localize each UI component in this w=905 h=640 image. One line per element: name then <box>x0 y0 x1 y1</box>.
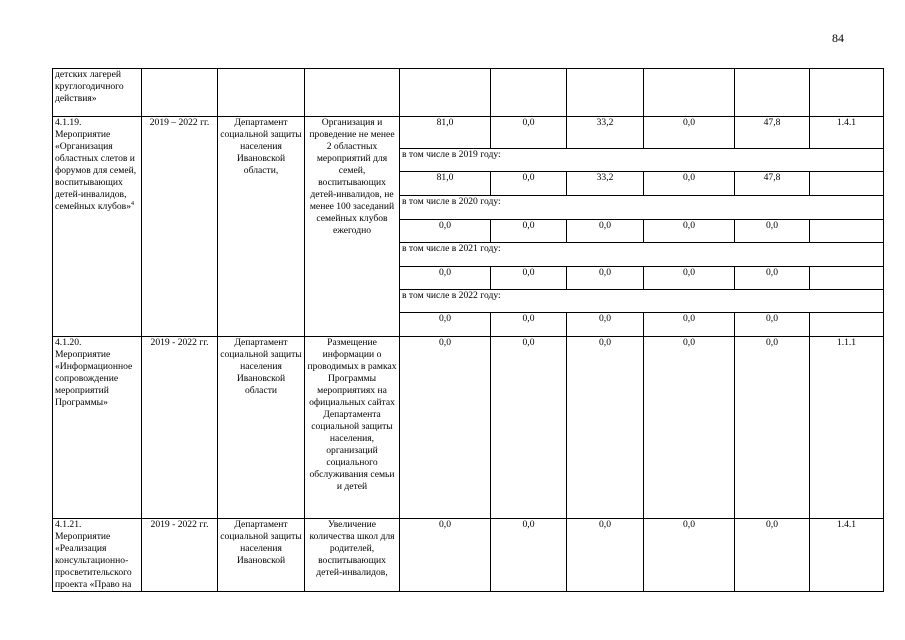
empty-cell <box>491 69 567 117</box>
value-cell: 0,0 <box>735 313 810 337</box>
value-cell: 0,0 <box>567 313 644 337</box>
executor-cell: Департамент социальной защиты населения Ивановской области, <box>218 117 305 337</box>
activity-cell <box>53 117 142 337</box>
value-cell: 0,0 <box>491 172 567 196</box>
table-row <box>53 69 884 117</box>
value-cell: 0,0 <box>491 337 567 519</box>
value-cell: 47,8 <box>735 172 810 196</box>
result-cell: Размещение информации о проводимых в рамках Программы мероприятиях на официальных сайтах Департамента социальной защиты населения, организаций социального обслуживания семьи и детей <box>305 337 400 519</box>
empty-cell <box>810 172 884 196</box>
empty-cell <box>567 69 644 117</box>
value-cell: 0,0 <box>644 313 735 337</box>
indicator-cell: 1.1.1 <box>810 337 884 519</box>
value-cell: 0,0 <box>400 220 491 243</box>
value-cell: 0,0 <box>567 267 644 290</box>
empty-cell <box>810 267 884 290</box>
empty-cell <box>142 69 218 117</box>
value-cell: 0,0 <box>735 220 810 243</box>
period-cell: 2019 – 2022 гг. <box>142 117 218 337</box>
activity-cell: 4.1.21. Мероприятие «Реализация консультационно-просветительского проекта «Право на <box>53 519 142 592</box>
indicator-cell: 1.4.1 <box>810 117 884 149</box>
activity-cell: 4.1.20. Мероприятие «Информационное сопровождение мероприятий Программы» <box>53 337 142 519</box>
value-cell: 0,0 <box>644 117 735 149</box>
empty-cell <box>810 69 884 117</box>
value-cell: 0,0 <box>491 519 567 592</box>
value-cell: 0,0 <box>567 220 644 243</box>
year-subheader: в том числе в 2020 году: <box>400 196 884 220</box>
executor-cell: Департамент социальной защиты населения Ивановской <box>218 519 305 592</box>
value-cell: 0,0 <box>644 337 735 519</box>
program-activities-table <box>52 68 884 592</box>
value-cell: 0,0 <box>735 519 810 592</box>
value-cell: 0,0 <box>567 337 644 519</box>
value-cell: 81,0 <box>400 117 491 149</box>
year-subheader: в том числе в 2022 году: <box>400 290 884 313</box>
empty-cell <box>400 69 491 117</box>
table-row <box>53 337 884 519</box>
value-cell: 81,0 <box>400 172 491 196</box>
value-cell: 47,8 <box>735 117 810 149</box>
executor-cell: Департамент социальной защиты населения Ивановской области <box>218 337 305 519</box>
value-cell: 0,0 <box>644 172 735 196</box>
indicator-cell: 1.4.1 <box>810 519 884 592</box>
table-row <box>53 117 884 149</box>
result-cell: Увеличение количества школ для родителей, воспитывающих детей-инвалидов, <box>305 519 400 592</box>
value-cell: 0,0 <box>644 220 735 243</box>
value-cell: 0,0 <box>644 519 735 592</box>
value-cell: 0,0 <box>400 313 491 337</box>
activity-cell: детских лагерей круглогодичного действия» <box>53 69 142 117</box>
empty-cell <box>810 313 884 337</box>
value-cell: 0,0 <box>491 267 567 290</box>
activity-text: 4.1.19. Мероприятие «Организация областных слетов и форумов для семей, воспитывающих детей-инвалидов, семейных клубов» <box>55 117 137 212</box>
result-cell: Организация и проведение не менее 2 областных мероприятий для семей, воспитывающих детей-инвалидов, не менее 100 заседаний семейных клубов ежегодно <box>305 117 400 337</box>
empty-cell <box>305 69 400 117</box>
value-cell: 33,2 <box>567 117 644 149</box>
value-cell: 0,0 <box>400 337 491 519</box>
empty-cell <box>218 69 305 117</box>
empty-cell <box>735 69 810 117</box>
year-subheader: в том числе в 2021 году: <box>400 243 884 267</box>
value-cell: 0,0 <box>491 313 567 337</box>
value-cell: 0,0 <box>491 117 567 149</box>
page-number: 84 <box>832 31 844 45</box>
empty-cell <box>644 69 735 117</box>
value-cell: 0,0 <box>735 267 810 290</box>
table-row <box>53 519 884 592</box>
value-cell: 0,0 <box>400 519 491 592</box>
period-cell: 2019 - 2022 гг. <box>142 519 218 592</box>
value-cell: 0,0 <box>400 267 491 290</box>
empty-cell <box>810 220 884 243</box>
year-subheader: в том числе в 2019 году: <box>400 149 884 172</box>
period-cell: 2019 - 2022 гг. <box>142 337 218 519</box>
footnote-mark: 4 <box>131 200 134 207</box>
value-cell: 0,0 <box>567 519 644 592</box>
value-cell: 0,0 <box>735 337 810 519</box>
value-cell: 0,0 <box>644 267 735 290</box>
value-cell: 33,2 <box>567 172 644 196</box>
value-cell: 0,0 <box>491 220 567 243</box>
